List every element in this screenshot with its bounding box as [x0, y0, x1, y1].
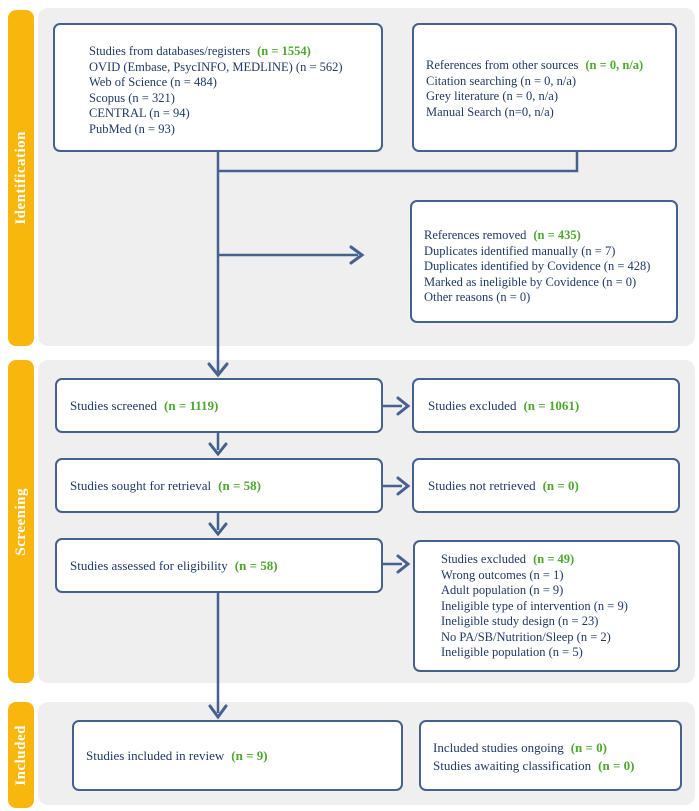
other-sources-count: (n = 0, n/a) [585, 58, 644, 72]
databases-line: OVID (Embase, PsycINFO, MEDLINE) (n = 562) [89, 59, 343, 74]
box-studies-from-databases [53, 23, 383, 152]
excluded-eligibility-line: Wrong outcomes (n = 1) [441, 567, 564, 582]
excluded-eligibility-count: (n = 49) [533, 552, 575, 566]
included-review-count: (n = 9) [231, 747, 268, 763]
other-sources-line: Citation searching (n = 0, n/a) [426, 73, 577, 88]
not-retrieved-label: Studies not retrieved [428, 477, 536, 493]
excluded-screening-label: Studies excluded [428, 397, 517, 413]
databases-title: Studies from databases/registers [89, 44, 251, 58]
phase-bar-included [8, 702, 34, 808]
box-studies-not-retrieved [412, 458, 680, 513]
references-removed-line: Other reasons (n = 0) [424, 290, 531, 304]
phase-bar-identification [8, 10, 34, 346]
box-studies-included-review [72, 720, 403, 791]
included-ongoing-count: (n = 0) [570, 740, 608, 755]
screened-count: (n = 1119) [164, 397, 219, 413]
box-studies-assessed-eligibility [55, 538, 383, 593]
box-studies-sought-retrieval [55, 458, 383, 513]
references-removed-line: Marked as ineligible by Covidence (n = 0) [424, 274, 637, 289]
phase-label-included: Included [12, 724, 29, 786]
sought-count: (n = 58) [218, 477, 261, 493]
sought-label: Studies sought for retrieval [70, 477, 212, 493]
box-references-other-sources [412, 23, 677, 152]
box-studies-excluded-screening [412, 378, 680, 433]
box-references-removed [410, 200, 678, 323]
excluded-eligibility-title: Studies excluded [441, 552, 527, 566]
references-removed-count: (n = 435) [533, 228, 581, 242]
excluded-eligibility-line: Ineligible population (n = 5) [441, 645, 583, 659]
other-sources-line: Grey literature (n = 0, n/a) [426, 89, 558, 103]
databases-line: Scopus (n = 321) [89, 90, 175, 105]
assessed-count: (n = 58) [234, 557, 278, 573]
databases-count: (n = 1554) [257, 44, 311, 58]
not-retrieved-count: (n = 0) [542, 477, 579, 493]
databases-line: PubMed (n = 93) [89, 121, 175, 136]
assessed-label: Studies assessed for eligibility [70, 557, 228, 573]
awaiting-classification-count: (n = 0) [598, 758, 635, 773]
phase-label-identification: Identification [12, 131, 29, 225]
excluded-eligibility-line: No PA/SB/Nutrition/Sleep (n = 2) [441, 629, 611, 644]
databases-line: CENTRAL (n = 94) [89, 106, 190, 120]
references-removed-title: References removed [424, 228, 527, 242]
box-studies-screened [55, 378, 383, 433]
awaiting-classification-label: Studies awaiting classification [433, 758, 592, 773]
phase-bar-screening [8, 360, 34, 683]
other-sources-title: References from other sources [426, 58, 579, 72]
excluded-eligibility-line: Adult population (n = 9) [441, 583, 564, 597]
box-included-ongoing-awaiting [419, 720, 682, 791]
excluded-eligibility-line: Ineligible type of intervention (n = 9) [441, 598, 628, 613]
included-review-label: Studies included in review [86, 747, 225, 763]
databases-line: Web of Science (n = 484) [89, 75, 217, 89]
phase-label-screening: Screening [12, 487, 29, 556]
box-studies-excluded-eligibility [413, 540, 680, 672]
references-removed-line: Duplicates identified by Covidence (n = 428) [424, 259, 651, 273]
references-removed-line: Duplicates identified manually (n = 7) [424, 243, 616, 258]
screened-label: Studies screened [70, 397, 158, 413]
included-ongoing-label: Included studies ongoing [433, 740, 564, 755]
other-sources-line: Manual Search (n=0, n/a) [426, 104, 554, 119]
excluded-screening-count: (n = 1061) [523, 397, 580, 413]
excluded-eligibility-line: Ineligible study design (n = 23) [441, 614, 599, 628]
